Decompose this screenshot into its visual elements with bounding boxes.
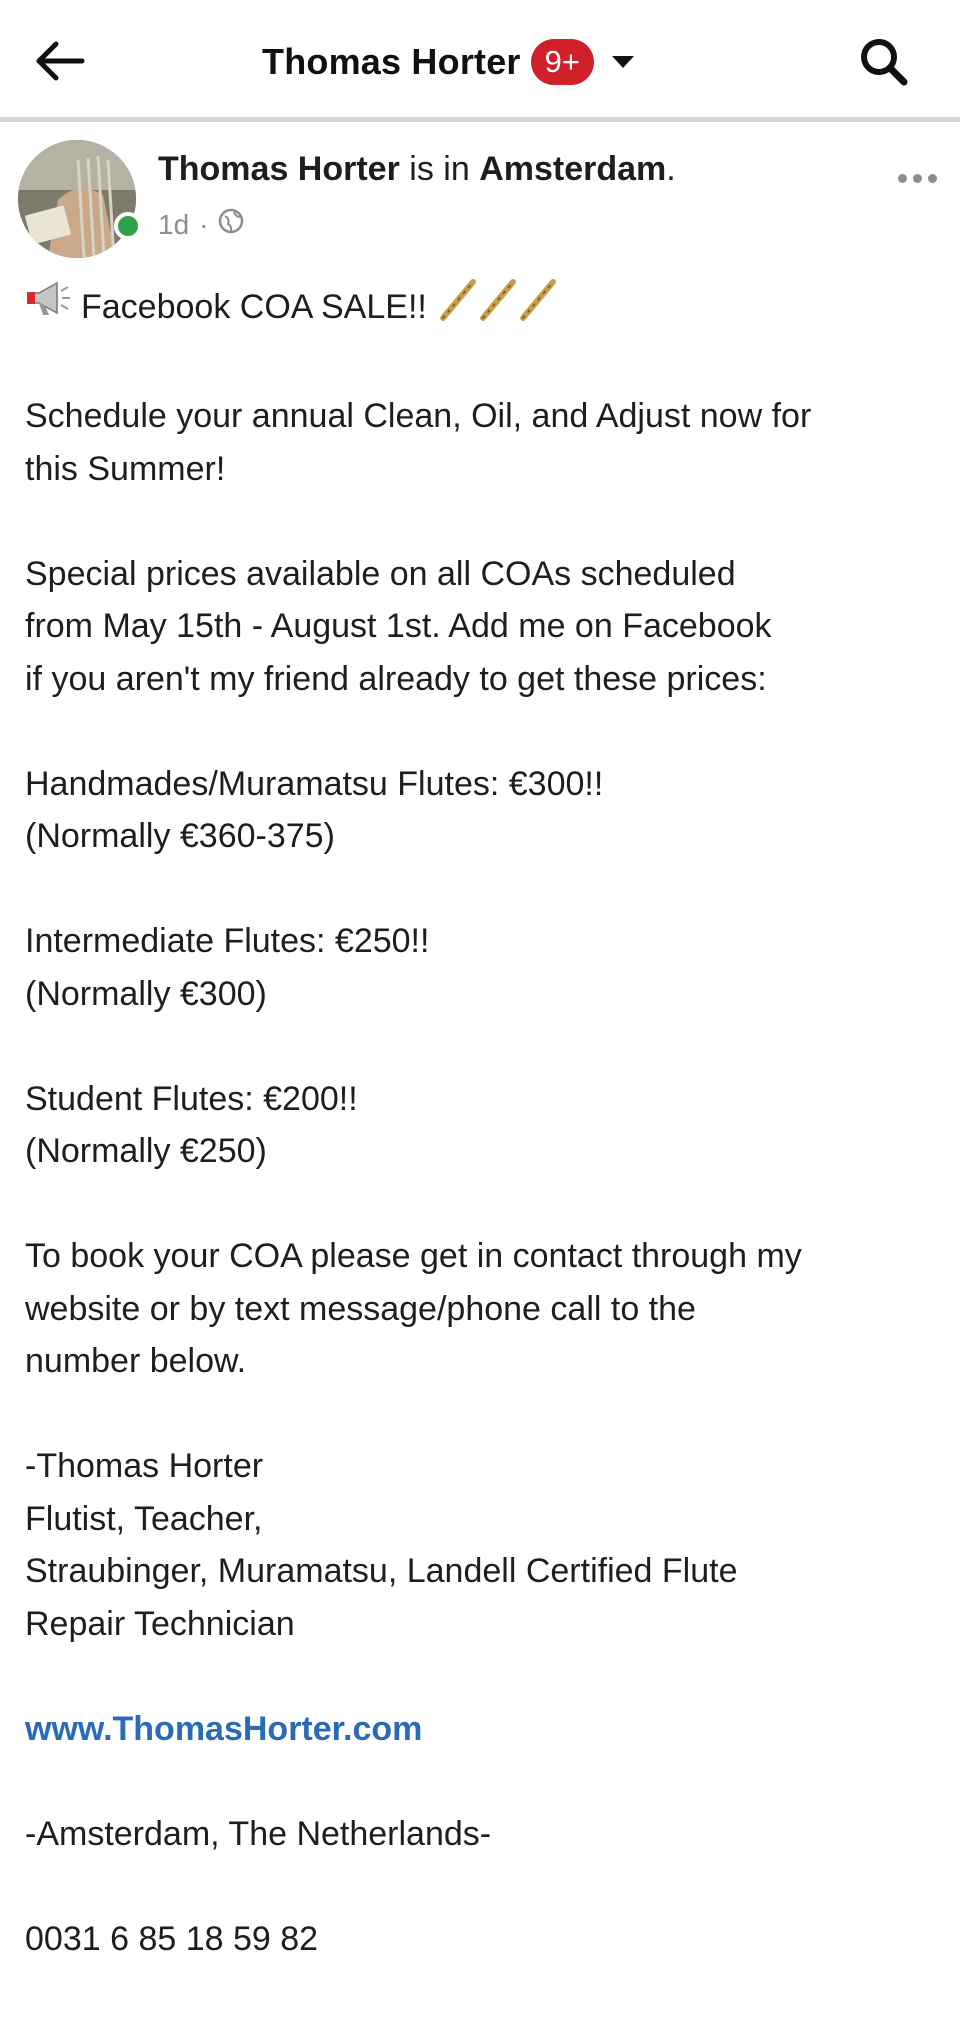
chevron-down-icon[interactable] (612, 56, 634, 68)
post-paragraph (25, 758, 945, 863)
paragraph-line: (Normally €250) (25, 1132, 267, 1170)
paragraph-line: Student Flutes: €200!! (25, 1079, 358, 1118)
location-suffix: . (666, 150, 676, 188)
back-arrow-icon[interactable] (32, 36, 88, 86)
paragraph-line: To book your COA please get in contact through my (25, 1237, 802, 1275)
phone-paragraph (25, 1913, 945, 1966)
paragraph-line: Straubinger, Muramatsu, Landell Certified Flute (25, 1552, 738, 1590)
paragraph-line: Intermediate Flutes: €250!! (25, 922, 430, 960)
post-meta (158, 208, 244, 241)
paragraph-line: (Normally €360-375) (25, 817, 335, 855)
paragraph-line: Schedule your annual Clean, Oil, and Adjust now for (25, 397, 812, 435)
megaphone-icon (25, 279, 71, 335)
post-time[interactable]: 1d (158, 208, 190, 240)
location-name[interactable]: Amsterdam (479, 150, 667, 188)
website-paragraph (25, 1703, 945, 1756)
post-paragraphs (25, 390, 945, 1650)
post-paragraph (25, 1440, 945, 1650)
paragraph-line: (Normally €300) (25, 974, 267, 1013)
paragraph-line: website or by text message/phone call to the (25, 1289, 696, 1328)
post-paragraph (25, 390, 945, 495)
paragraph-line: Handmades/Muramatsu Flutes: €300!! (25, 764, 604, 803)
post-author-line (158, 150, 676, 189)
more-options-icon[interactable] (898, 168, 946, 188)
paragraph-line: number below. (25, 1342, 247, 1380)
page-title: Thomas Horter (262, 41, 521, 82)
post-headline (25, 276, 945, 338)
location-paragraph (25, 1808, 945, 1861)
search-icon[interactable] (856, 34, 912, 90)
online-status-indicator (114, 212, 142, 240)
notification-badge: 9+ (531, 39, 594, 85)
top-bar (0, 0, 960, 122)
meta-separator: · (199, 208, 209, 240)
headline-text: Facebook COA SALE!! (81, 287, 427, 326)
paragraph-line: Flutist, Teacher, (25, 1499, 263, 1538)
post-header (0, 130, 960, 260)
location-prefix: is in (409, 150, 470, 188)
location-line: -Amsterdam, The Netherlands- (25, 1814, 492, 1853)
post-paragraph (25, 548, 945, 706)
paragraph-line: -Thomas Horter (25, 1447, 264, 1485)
flute-icon (437, 276, 557, 338)
post-paragraph (25, 1230, 945, 1388)
globe-icon (218, 208, 244, 241)
post-paragraph (25, 915, 945, 1020)
post-body (25, 276, 945, 2018)
author-name[interactable]: Thomas Horter (158, 150, 400, 188)
avatar[interactable] (18, 140, 136, 258)
phone-number[interactable]: 0031 6 85 18 59 82 (25, 1919, 319, 1958)
paragraph-line: from May 15th - August 1st. Add me on Facebook (25, 607, 772, 645)
paragraph-line: if you aren't my friend already to get these prices: (25, 659, 767, 698)
website-link[interactable]: www.ThomasHorter.com (25, 1709, 423, 1748)
post-paragraph (25, 1073, 945, 1178)
header-title-group[interactable] (262, 34, 634, 90)
paragraph-line: Special prices available on all COAs scheduled (25, 554, 736, 593)
paragraph-line: Repair Technician (25, 1604, 295, 1643)
paragraph-line: this Summer! (25, 449, 226, 488)
